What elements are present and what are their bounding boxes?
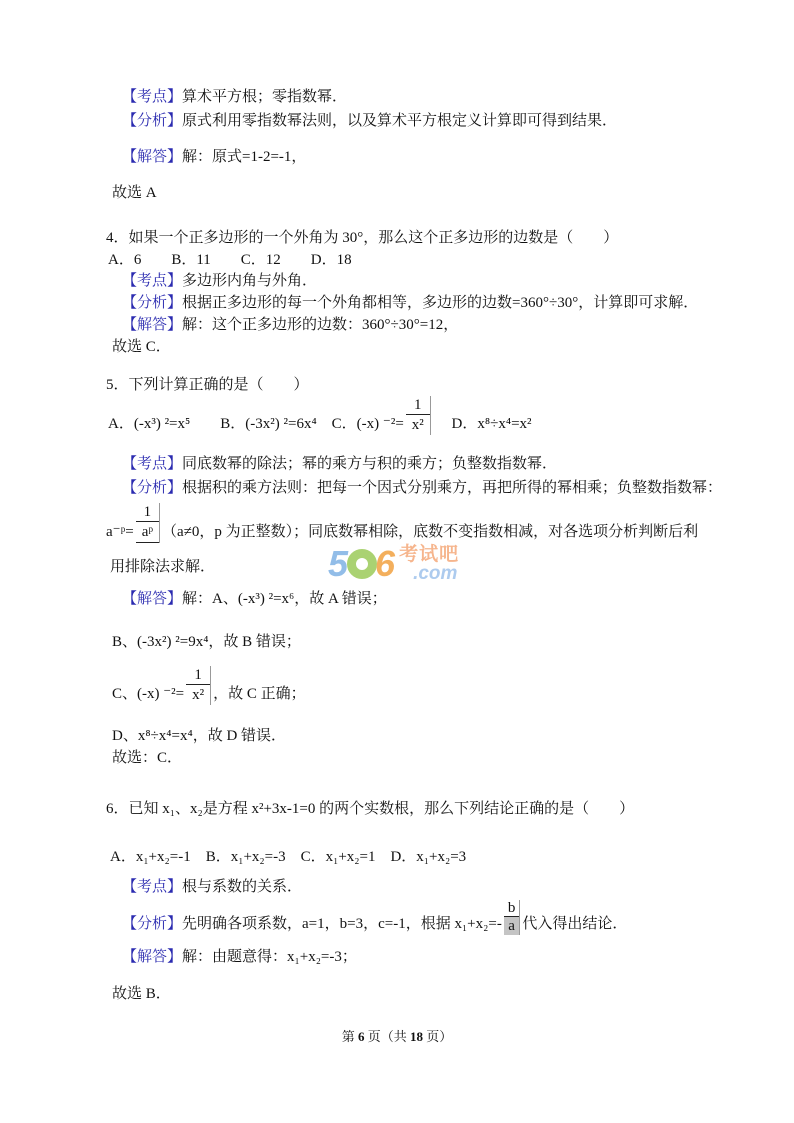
q5-kaodian-text: 同底数幂的除法；幂的乘方与积的乘方；负整数指数幂． [182, 456, 558, 472]
fenxi-label: 【分析】 [122, 480, 183, 496]
q6-choice-text: 故选 B． [112, 986, 171, 1002]
q5-fenxi-formula-line [106, 503, 698, 543]
q4-choice-text: 故选 C． [112, 339, 171, 355]
q5-fenxi-line3 [110, 556, 215, 578]
q4-title-text: 4．如果一个正多边形的一个外角为 30°，那么这个正多边形的边数是（ ） [106, 230, 619, 246]
footer-prefix: 第 [341, 1029, 358, 1044]
q5-line-b-text: B、(-3x²) ²=9x⁴，故 B 错误； [112, 634, 301, 650]
q5-options [108, 396, 532, 435]
fraction-numerator: 1 [136, 503, 159, 522]
q5-line-c-fraction [186, 666, 211, 705]
q5-line-c-post: ，故 C 正确； [213, 686, 306, 702]
q4-options [108, 249, 352, 271]
fraction-denominator: a [504, 917, 520, 935]
q3-fenxi-text: 原式利用零指数幂法则，以及算术平方根定义计算即可得到结果． [182, 113, 618, 129]
q6-kaodian-line [122, 876, 302, 898]
q5-jieda-line-a [122, 588, 387, 610]
watermark-domain: .com [413, 563, 458, 584]
q5-formula-pre: a⁻ᵖ= [106, 524, 134, 540]
q3-fenxi-line [122, 110, 617, 132]
q4-options-text: A．6 B．11 C．12 D．18 [108, 252, 352, 268]
footer-total-pages: 18 [410, 1029, 423, 1044]
footer-page-number: 6 [357, 1029, 365, 1044]
q6-title-text: 6．已知 x₁、x₂是方程 x²+3x-1=0 的两个实数根，那么下列结论正确的是（ ） [106, 801, 635, 817]
watermark-zero-ring-icon [347, 549, 377, 579]
fraction-denominator: x² [411, 417, 424, 433]
q6-jieda-text: 解：由题意得：x₁+x₂=-3； [182, 949, 357, 965]
fenxi-label: 【分析】 [122, 295, 183, 311]
q6-question-title [106, 798, 634, 820]
q4-answer-choice [112, 336, 171, 358]
q6-kaodian-text: 根与系数的关系． [182, 879, 303, 895]
q5-line-b [112, 631, 301, 653]
page-footer [0, 1026, 794, 1045]
q6-fenxi-post: 代入得出结论． [522, 916, 628, 932]
fraction-denominator: x² [192, 687, 205, 703]
kaodian-label: 【考点】 [122, 273, 183, 289]
q3-answer-choice [112, 182, 157, 204]
footer-mid: 页（共 [364, 1029, 410, 1044]
watermark-digit-6: 6 [375, 543, 396, 584]
q4-fenxi-line [122, 292, 698, 314]
q4-question-title [106, 227, 618, 249]
q5-line-d [112, 725, 286, 747]
q4-kaodian-line [122, 270, 317, 292]
jieda-label: 【解答】 [122, 317, 183, 333]
q3-jieda-text: 解：原式=1-2=-1， [182, 149, 307, 165]
exam8-watermark [328, 543, 459, 585]
fraction-numerator: 1 [406, 396, 430, 415]
q5-choice-text: 故选：C． [112, 750, 183, 766]
watermark-digit-5: 5 [328, 543, 349, 584]
jieda-label: 【解答】 [122, 149, 183, 165]
fraction-numerator: b [504, 900, 520, 917]
q5-title-text: 5．下列计算正确的是（ ） [106, 377, 309, 393]
q6-fenxi-line [122, 900, 627, 935]
q6-options [110, 846, 466, 868]
q3-choice-text: 故选 A [112, 185, 157, 201]
q5-formula-post: （a≠0，p 为正整数）；同底数幂相除，底数不变指数相减，对各选项分析判断后利 [162, 524, 699, 540]
fenxi-label: 【分析】 [122, 113, 183, 129]
footer-suffix: 页） [423, 1029, 453, 1044]
q5-option-c-fraction [406, 396, 431, 435]
q5-fenxi-line1 [122, 477, 722, 499]
q6-options-text: A．x₁+x₂=-1 B．x₁+x₂=-3 C．x₁+x₂=1 D．x₁+x₂=3 [110, 849, 467, 865]
q4-jieda-line [122, 314, 458, 336]
watermark-site-name: 考试吧 [399, 544, 460, 565]
q3-jieda-line [122, 146, 306, 168]
q6-jieda-line [122, 946, 357, 968]
q3-kaodian-text: 算术平方根；零指数幂． [182, 89, 348, 105]
kaodian-label: 【考点】 [122, 89, 183, 105]
fraction-numerator: 1 [186, 666, 210, 685]
q4-jieda-text: 解：这个正多边形的边数：360°÷30°=12， [182, 317, 459, 333]
fenxi-label: 【分析】 [122, 916, 183, 932]
q5-line-c [112, 666, 306, 705]
q5-answer-choice [112, 747, 182, 769]
q4-kaodian-text: 多边形内角与外角． [182, 273, 318, 289]
q5-negative-exponent-fraction [136, 503, 160, 543]
q5-fenxi1-text: 根据积的乘方法则：把每一个因式分别乘方，再把所得的幂相乘；负整数指数幂： [182, 480, 723, 496]
q5-kaodian-line [122, 453, 557, 475]
jieda-label: 【解答】 [122, 949, 183, 965]
q5-jieda-a-text: 解：A、(-x³) ²=x⁶，故 A 错误； [182, 591, 387, 607]
q5-options-post: D．x⁸÷x⁴=x² [432, 416, 532, 432]
q5-question-title [106, 374, 309, 396]
q6-b-over-a-fraction [504, 900, 521, 935]
q5-fenxi3-text: 用排除法求解． [110, 559, 216, 575]
kaodian-label: 【考点】 [122, 879, 183, 895]
q6-fenxi-pre: 先明确各项系数，a=1，b=3，c=-1，根据 x₁+x₂=- [182, 916, 502, 932]
q4-fenxi-text: 根据正多边形的每一个外角都相等，多边形的边数=360°÷30°，计算即可求解． [182, 295, 699, 311]
q5-line-d-text: D、x⁸÷x⁴=x⁴，故 D 错误． [112, 728, 287, 744]
fraction-denominator: aᵖ [136, 522, 159, 543]
q5-line-c-pre: C、(-x) ⁻²= [112, 686, 185, 702]
q6-answer-choice [112, 983, 171, 1005]
q3-kaodian-line [122, 86, 347, 108]
q5-options-pre: A．(-x³) ²=x⁵ B．(-3x²) ²=6x⁴ C．(-x) ⁻²= [108, 416, 404, 432]
kaodian-label: 【考点】 [122, 456, 183, 472]
jieda-label: 【解答】 [122, 591, 183, 607]
